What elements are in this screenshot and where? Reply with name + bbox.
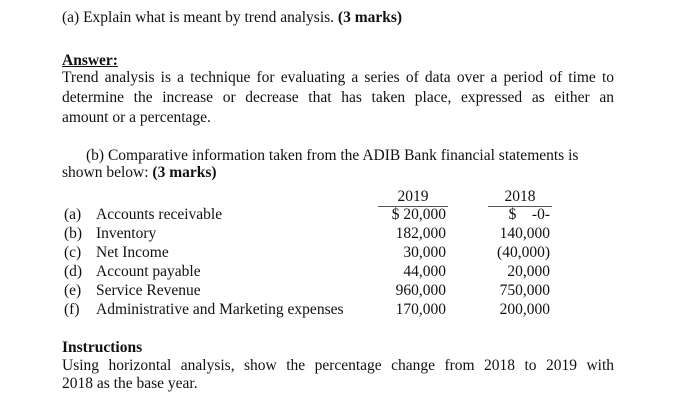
instructions-heading-text: Instructions xyxy=(62,339,143,356)
table-row xyxy=(64,205,554,224)
table-row xyxy=(64,262,554,281)
value-2018: 20,000 xyxy=(507,263,550,280)
header-2018: 2018 xyxy=(488,187,552,207)
value-2018: 750,000 xyxy=(499,282,550,299)
value-2018: 200,000 xyxy=(499,301,550,318)
row-letter: (c) xyxy=(64,244,82,261)
table-row xyxy=(64,281,554,300)
value-2018: $ -0- xyxy=(508,206,550,223)
question-text: (a) Explain what is meant by trend analysis. xyxy=(62,9,335,26)
row-label: Service Revenue xyxy=(96,282,201,299)
answer-line: Trend analysis is a technique for evaluating a series of data over a period of time to xyxy=(62,69,614,86)
marks: (3 marks) xyxy=(152,164,217,181)
part-a-question xyxy=(62,8,402,27)
answer-line: amount or a percentage. xyxy=(62,109,211,126)
value-2019: 170,000 xyxy=(395,301,446,318)
value-2019: 960,000 xyxy=(395,282,446,299)
row-letter: (d) xyxy=(64,263,83,280)
answer-heading-text: Answer: xyxy=(62,52,118,69)
instructions-heading xyxy=(62,338,142,357)
value-2019: $ 20,000 xyxy=(391,206,446,223)
instructions-line: 2018 as the base year. xyxy=(62,375,198,392)
table-row xyxy=(64,224,554,243)
row-label: Accounts receivable xyxy=(96,206,223,223)
part-b-line1: (b) Comparative information taken from the ADIB Bank financial statements is xyxy=(86,147,579,164)
value-2019: 44,000 xyxy=(403,263,446,280)
row-letter: (f) xyxy=(64,301,80,318)
value-2018: 140,000 xyxy=(499,225,550,242)
value-2019: 30,000 xyxy=(403,244,446,261)
row-letter: (a) xyxy=(64,206,82,223)
answer-line: determine the increase or decrease that has taken place, expressed as either an xyxy=(62,89,614,106)
part-b-text: shown below: xyxy=(62,164,149,181)
instructions-line: Using horizontal analysis, show the percentage change from 2018 to 2019 with xyxy=(62,357,614,374)
value-2019: 182,000 xyxy=(395,225,446,242)
marks: (3 marks) xyxy=(337,9,403,26)
table-row xyxy=(64,300,554,319)
table-row xyxy=(64,243,554,262)
row-label: Account payable xyxy=(96,263,201,280)
row-label: Net Income xyxy=(96,244,169,261)
row-letter: (e) xyxy=(64,282,82,299)
part-b-line2 xyxy=(62,163,217,182)
value-2018: (40,000) xyxy=(497,244,550,261)
row-label: Administrative and Marketing expenses xyxy=(96,301,344,318)
row-label: Inventory xyxy=(96,225,157,242)
row-letter: (b) xyxy=(64,225,83,242)
header-2019: 2019 xyxy=(378,187,448,207)
